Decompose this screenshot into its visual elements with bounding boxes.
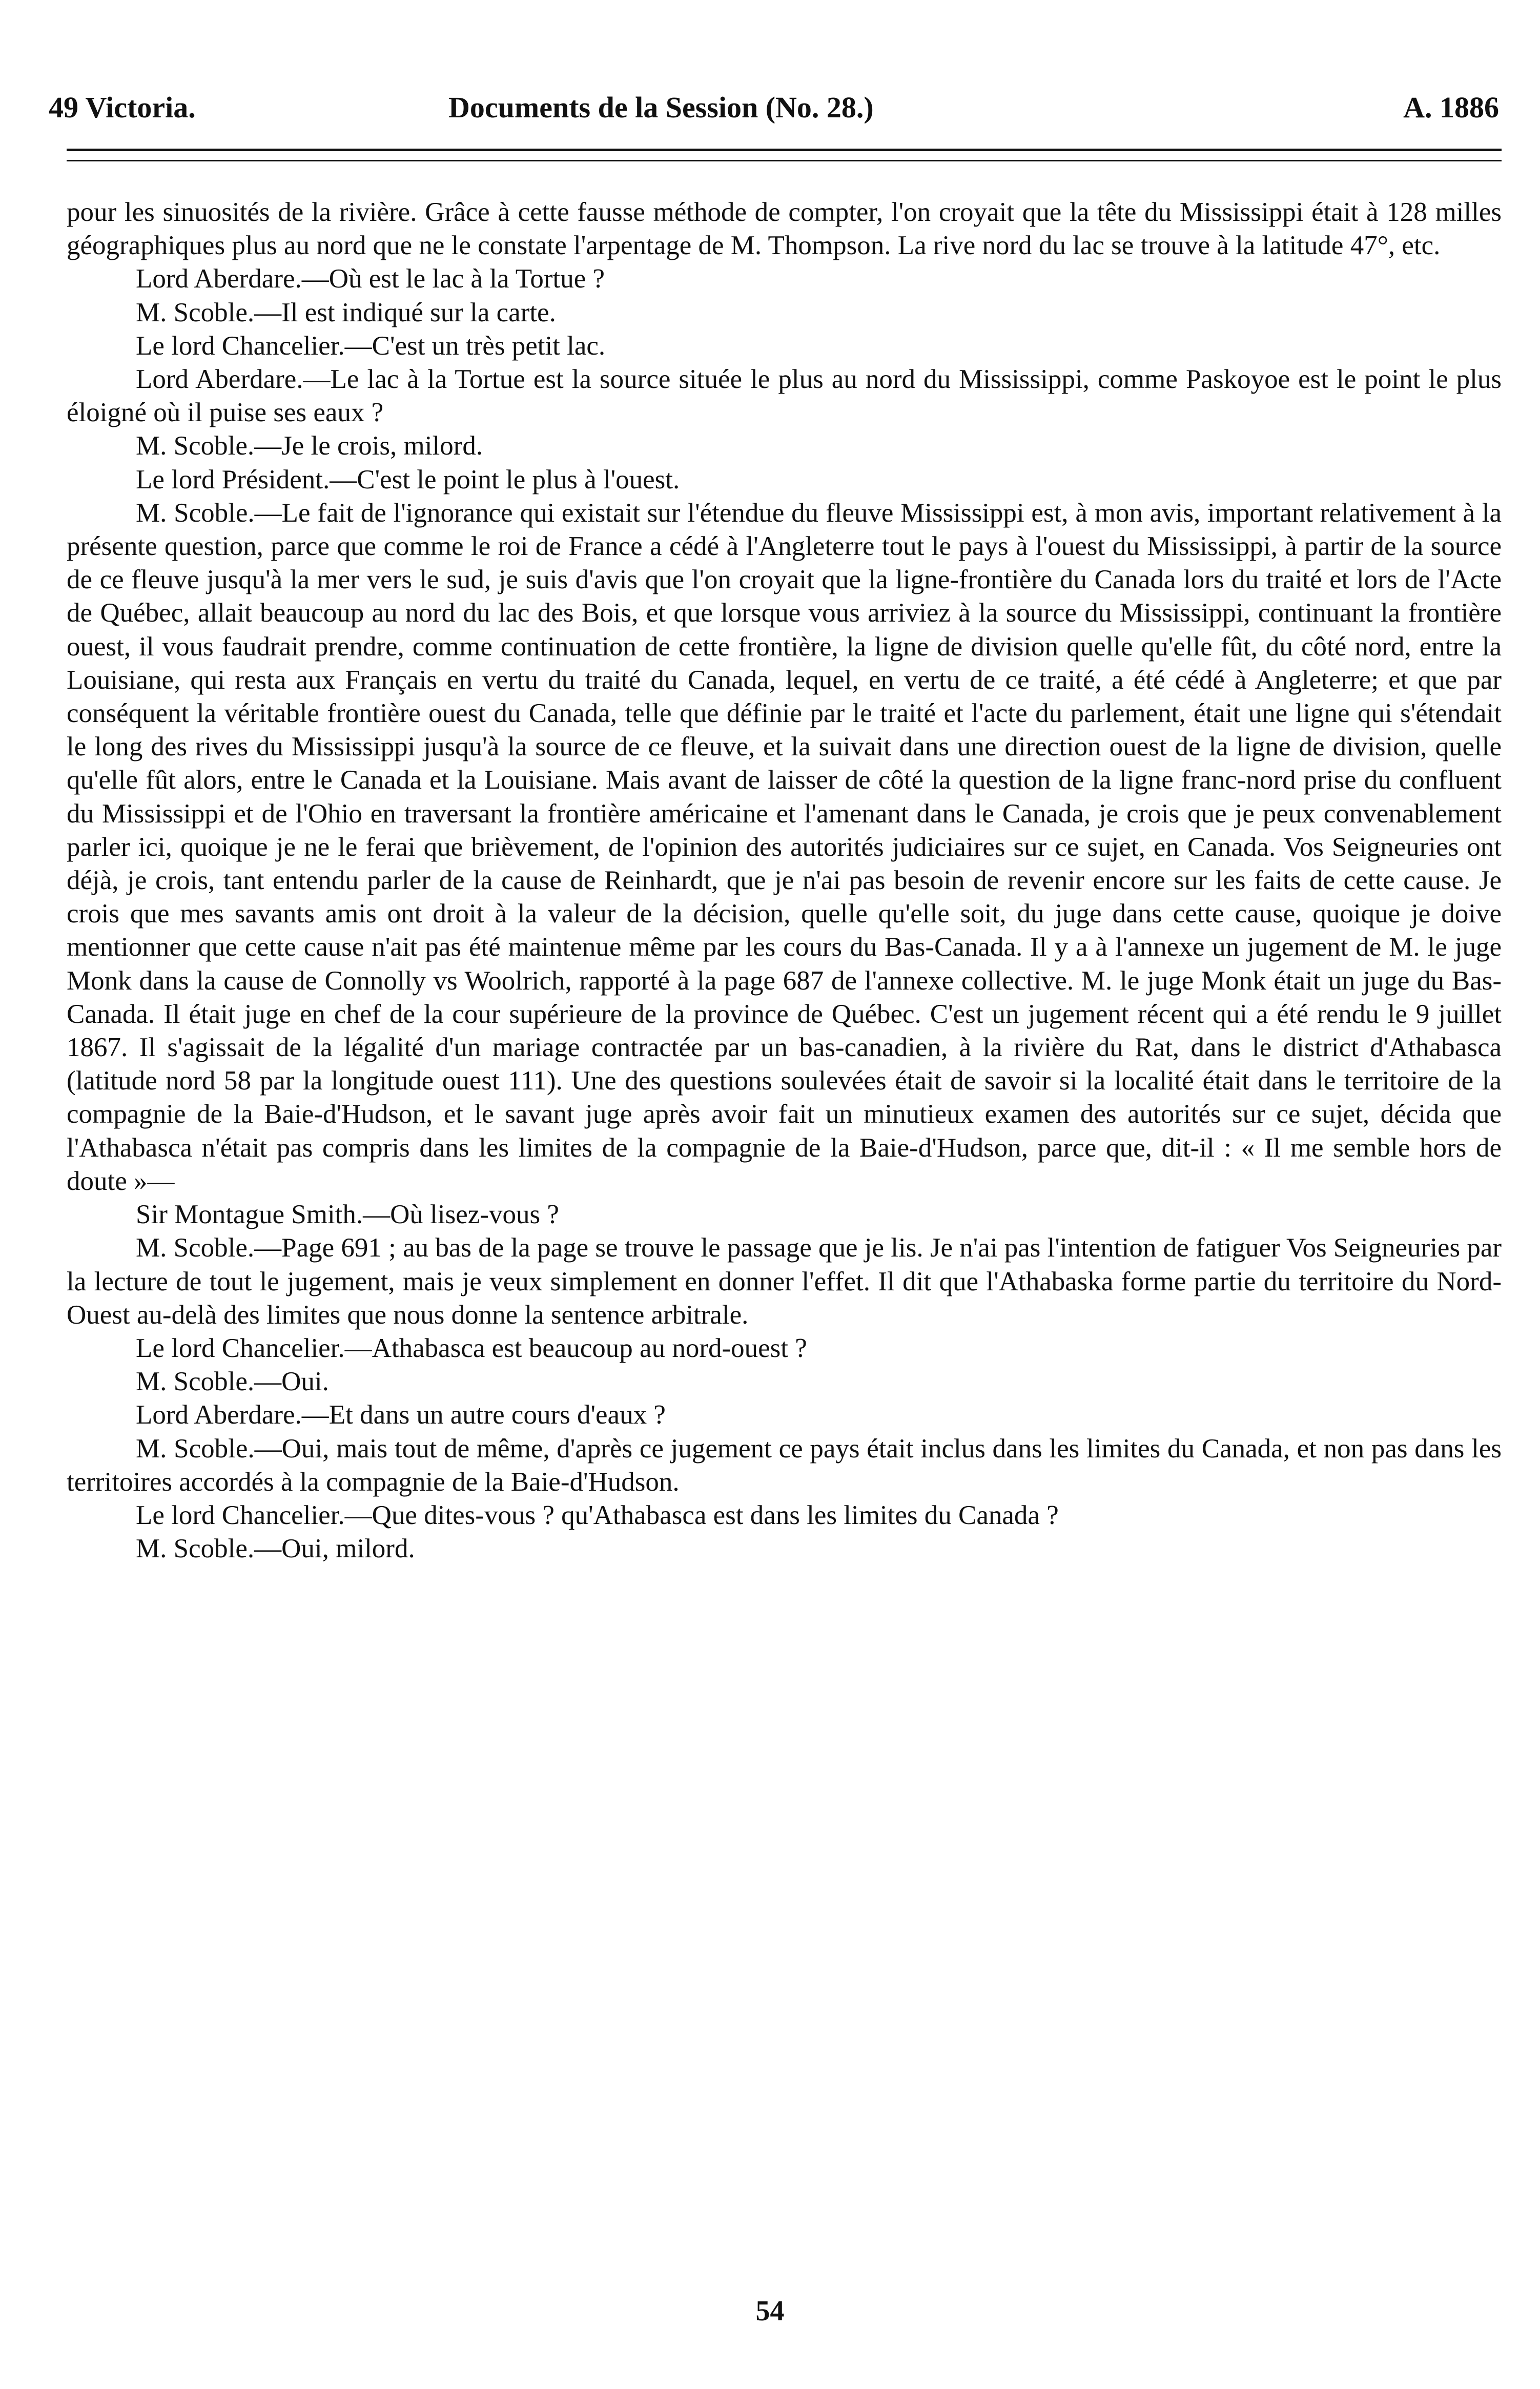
paragraph: M. Scoble.—Page 691 ; au bas de la page se trouve le passage que je lis. Je n'ai pas l'intention de fatiguer Vos Seigneuries par la lecture de tout le jugement, mais je veux simplement en donner l'effet. Il dit que l'Athabaska forme partie du territoire du Nord-Ouest au-delà des limites que nous donne la sentence arbitrale. [67, 1233, 1502, 1330]
paragraph: Lord Aberdare.—Où est le lac à la Tortue ? [136, 264, 605, 294]
paragraph: Le lord Chancelier.—Athabasca est beaucoup au nord-ouest ? [136, 1333, 807, 1363]
header-volume: 49 Victoria. [49, 91, 196, 124]
paragraph: M. Scoble.—Oui, mais tout de même, d'après ce jugement ce pays était inclus dans les limites du Canada, et non pas dans les territoires accordés à la compagnie de la Baie-d'Hudson. [67, 1433, 1502, 1497]
paragraph: M. Scoble.—Oui. [136, 1367, 329, 1397]
header-rule-thick [67, 149, 1502, 151]
paragraph: Lord Aberdare.—Et dans un autre cours d'eaux ? [136, 1400, 666, 1430]
paragraph: Le lord Chancelier.—C'est un très petit lac. [136, 331, 606, 361]
paragraph: Sir Montague Smith.—Où lisez-vous ? [136, 1200, 559, 1230]
page-number: 54 [755, 2295, 785, 2327]
header-title: Documents de la Session (No. 28.) [448, 91, 874, 124]
header-rule-thin [67, 160, 1502, 161]
paragraph: Le lord Chancelier.—Que dites-vous ? qu'Athabasca est dans les limites du Canada ? [136, 1500, 1059, 1530]
header-year: A. 1886 [1403, 91, 1499, 124]
paragraph-continuation: pour les sinuosités de la rivière. Grâce à cette fausse méthode de compter, l'on croyait que la tête du Mississippi était à 128 milles géographiques plus au nord que ne le constate l'arpentage de M. Thompson. La rive nord du lac se trouve à la latitude 47°, etc. [67, 197, 1502, 261]
paragraph: M. Scoble.—Le fait de l'ignorance qui existait sur l'étendue du fleuve Mississippi est, à mon avis, important relativement à la présente question, parce que comme le roi de France a cédé à l'Angleterre tout le pays à l'ouest du Mississippi, à partir de la source de ce fleuve jusqu'à la mer vers le sud, je suis d'avis que l'on croyait que la ligne-frontière du Canada lors du traité et lors de l'Acte de Québec, allait beaucoup au nord du lac des Bois, et que lorsque vous arriviez à la source du Mississippi, continuant la frontière ouest, il vous faudrait prendre, comme continuation de cette frontière, la ligne de division quelle qu'elle fût, du côté nord, entre la Louisiane, qui resta aux Français en vertu du traité du Canada, lequel, en vertu de ce traité, a été cédé à Angleterre; et que par conséquent la véritable frontière ouest du Canada, telle que définie par le traité et l'acte du parlement, était une ligne qui s'étendait le long des rives du Mississippi jusqu'à la source de ce fleuve, et la suivait dans une direction ouest de la ligne de division, quelle qu'elle fût alors, entre le Canada et la Louisiane. Mais avant de laisser de côté la question de la ligne franc-nord prise du confluent du Mississippi et de l'Ohio en traversant la frontière américaine et l'amenant dans le Canada, je crois que je peux convenablement parler ici, quoique je ne le ferai que brièvement, de l'opinion des autorités judiciaires sur ce sujet, en Canada. Vos Seigneuries ont déjà, je crois, tant entendu parler de la cause de Reinhardt, que je n'ai pas besoin de revenir encore sur les faits de cette cause. Je crois que mes savants amis ont droit à la valeur de la décision, quelle qu'elle soit, du juge dans cette cause, quoique je doive mentionner que cette cause n'ait pas été maintenue même par les cours du Bas-Canada. Il y a à l'annexe un jugement de M. le juge Monk dans la cause de Connolly vs Woolrich, rapporté à la page 687 de l'annexe collective. M. le juge Monk était un juge du Bas-Canada. Il était juge en chef de la cour supérieure de la province de Québec. C'est un jugement récent qui a été rendu le 9 juillet 1867. Il s'agissait de la légalité d'un mariage contractée par un bas-canadien, à la rivière du Rat, dans le district d'Athabasca (latitude nord 58 par la longitude ouest 111). Une des questions soulevées était de savoir si la localité était dans le territoire de la compagnie de la Baie-d'Hudson, et le savant juge après avoir fait un minutieux examen des autorités sur ce sujet, décida que l'Athabasca n'était pas compris dans les limites de la compagnie de la Baie-d'Hudson, parce que, dit-il : « Il me semble hors de doute »— [67, 498, 1502, 1196]
paragraph: Le lord Président.—C'est le point le plus à l'ouest. [136, 464, 680, 495]
body-text [67, 196, 1502, 1566]
running-header [49, 87, 1499, 128]
paragraph: M. Scoble.—Il est indiqué sur la carte. [136, 297, 556, 327]
paragraph: M. Scoble.—Je le crois, milord. [136, 431, 483, 461]
paragraph: M. Scoble.—Oui, milord. [136, 1534, 415, 1564]
paragraph: Lord Aberdare.—Le lac à la Tortue est la source située le plus au nord du Mississippi, comme Paskoyoe est le point le plus éloigné où il puise ses eaux ? [67, 364, 1502, 428]
